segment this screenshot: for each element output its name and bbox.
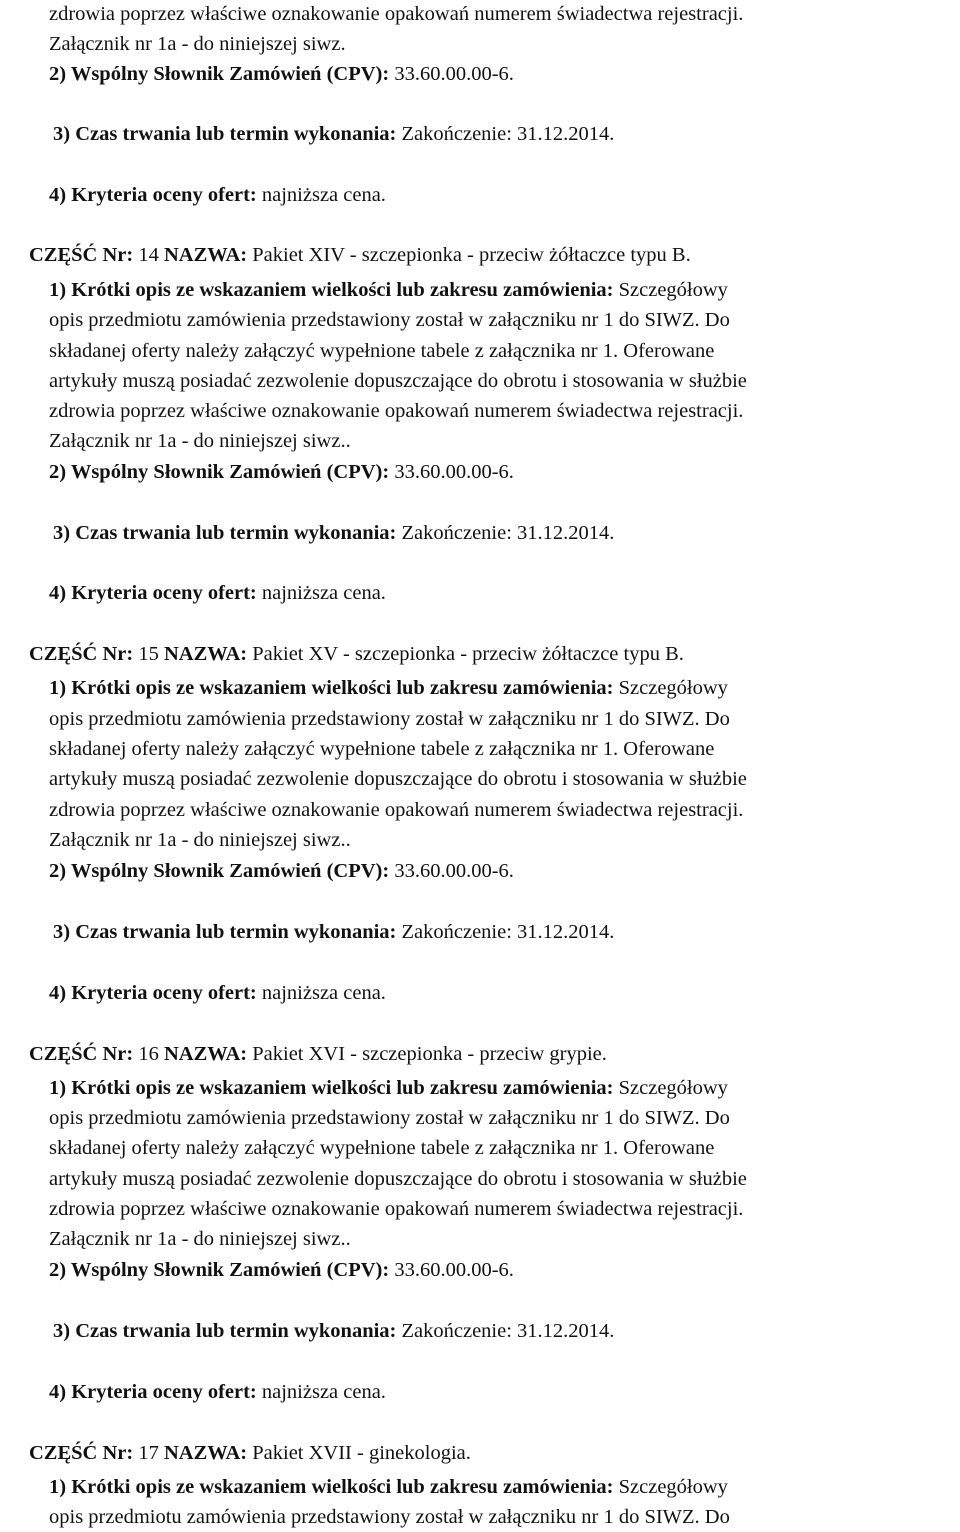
text-line: zdrowia poprzez właściwe oznakowanie opakowań numerem świadectwa rejestracji. xyxy=(49,799,744,821)
text-line: Załącznik nr 1a - do niniejszej siwz. xyxy=(49,33,346,55)
text-line: Załącznik nr 1a - do niniejszej siwz.. xyxy=(49,430,351,452)
kryteria-line: 4) Kryteria oceny ofert: najniższa cena. xyxy=(49,582,386,604)
text-line: Załącznik nr 1a - do niniejszej siwz.. xyxy=(49,829,351,851)
part-heading: CZĘŚĆ Nr: 16 NAZWA: Pakiet XVI - szczepionka - przeciw grypie. xyxy=(29,1043,607,1065)
opis-line: 1) Krótki opis ze wskazaniem wielkości lub zakresu zamówienia: Szczegółowy xyxy=(49,1476,728,1498)
part-heading: CZĘŚĆ Nr: 15 NAZWA: Pakiet XV - szczepionka - przeciw żółtaczce typu B. xyxy=(29,643,684,665)
text-line: artykuły muszą posiadać zezwolenie dopuszczające do obrotu i stosowania w służbie xyxy=(49,370,747,392)
part-heading: CZĘŚĆ Nr: 14 NAZWA: Pakiet XIV - szczepionka - przeciw żółtaczce typu B. xyxy=(29,244,691,266)
opis-line: 1) Krótki opis ze wskazaniem wielkości lub zakresu zamówienia: Szczegółowy xyxy=(49,1077,728,1099)
cpv-line: 2) Wspólny Słownik Zamówień (CPV): 33.60.00.00-6. xyxy=(49,860,514,882)
opis-line: 1) Krótki opis ze wskazaniem wielkości lub zakresu zamówienia: Szczegółowy xyxy=(49,279,728,301)
text-line: składanej oferty należy załączyć wypełnione tabele z załącznika nr 1. Oferowane xyxy=(49,340,715,362)
czas-line: 3) Czas trwania lub termin wykonania: Zakończenie: 31.12.2014. xyxy=(53,123,615,145)
text-line: zdrowia poprzez właściwe oznakowanie opakowań numerem świadectwa rejestracji. xyxy=(49,1198,744,1220)
kryteria-line: 4) Kryteria oceny ofert: najniższa cena. xyxy=(49,184,386,206)
cpv-line: 2) Wspólny Słownik Zamówień (CPV): 33.60.00.00-6. xyxy=(49,1259,514,1281)
text-line: opis przedmiotu zamówienia przedstawiony został w załączniku nr 1 do SIWZ. Do xyxy=(49,309,730,331)
cpv-line: 2) Wspólny Słownik Zamówień (CPV): 33.60.00.00-6. xyxy=(49,461,514,483)
text-line: artykuły muszą posiadać zezwolenie dopuszczające do obrotu i stosowania w służbie xyxy=(49,1168,747,1190)
opis-line: 1) Krótki opis ze wskazaniem wielkości lub zakresu zamówienia: Szczegółowy xyxy=(49,677,728,699)
text-line: opis przedmiotu zamówienia przedstawiony został w załączniku nr 1 do SIWZ. Do xyxy=(49,1506,730,1528)
text-line: zdrowia poprzez właściwe oznakowanie opakowań numerem świadectwa rejestracji. xyxy=(49,400,744,422)
text-line: opis przedmiotu zamówienia przedstawiony został w załączniku nr 1 do SIWZ. Do xyxy=(49,1107,730,1129)
text-line: artykuły muszą posiadać zezwolenie dopuszczające do obrotu i stosowania w służbie xyxy=(49,768,747,790)
text-line: składanej oferty należy załączyć wypełnione tabele z załącznika nr 1. Oferowane xyxy=(49,738,715,760)
kryteria-line: 4) Kryteria oceny ofert: najniższa cena. xyxy=(49,982,386,1004)
czas-line: 3) Czas trwania lub termin wykonania: Zakończenie: 31.12.2014. xyxy=(53,1320,615,1342)
czas-line: 3) Czas trwania lub termin wykonania: Zakończenie: 31.12.2014. xyxy=(53,921,615,943)
kryteria-line: 4) Kryteria oceny ofert: najniższa cena. xyxy=(49,1381,386,1403)
text-line: zdrowia poprzez właściwe oznakowanie opakowań numerem świadectwa rejestracji. xyxy=(49,3,744,25)
text-line: opis przedmiotu zamówienia przedstawiony został w załączniku nr 1 do SIWZ. Do xyxy=(49,708,730,730)
text-line: Załącznik nr 1a - do niniejszej siwz.. xyxy=(49,1228,351,1250)
text-line: składanej oferty należy załączyć wypełnione tabele z załącznika nr 1. Oferowane xyxy=(49,1137,715,1159)
czas-line: 3) Czas trwania lub termin wykonania: Zakończenie: 31.12.2014. xyxy=(53,522,615,544)
part-heading: CZĘŚĆ Nr: 17 NAZWA: Pakiet XVII - ginekologia. xyxy=(29,1442,471,1464)
cpv-line: 2) Wspólny Słownik Zamówień (CPV): 33.60.00.00-6. xyxy=(49,63,514,85)
